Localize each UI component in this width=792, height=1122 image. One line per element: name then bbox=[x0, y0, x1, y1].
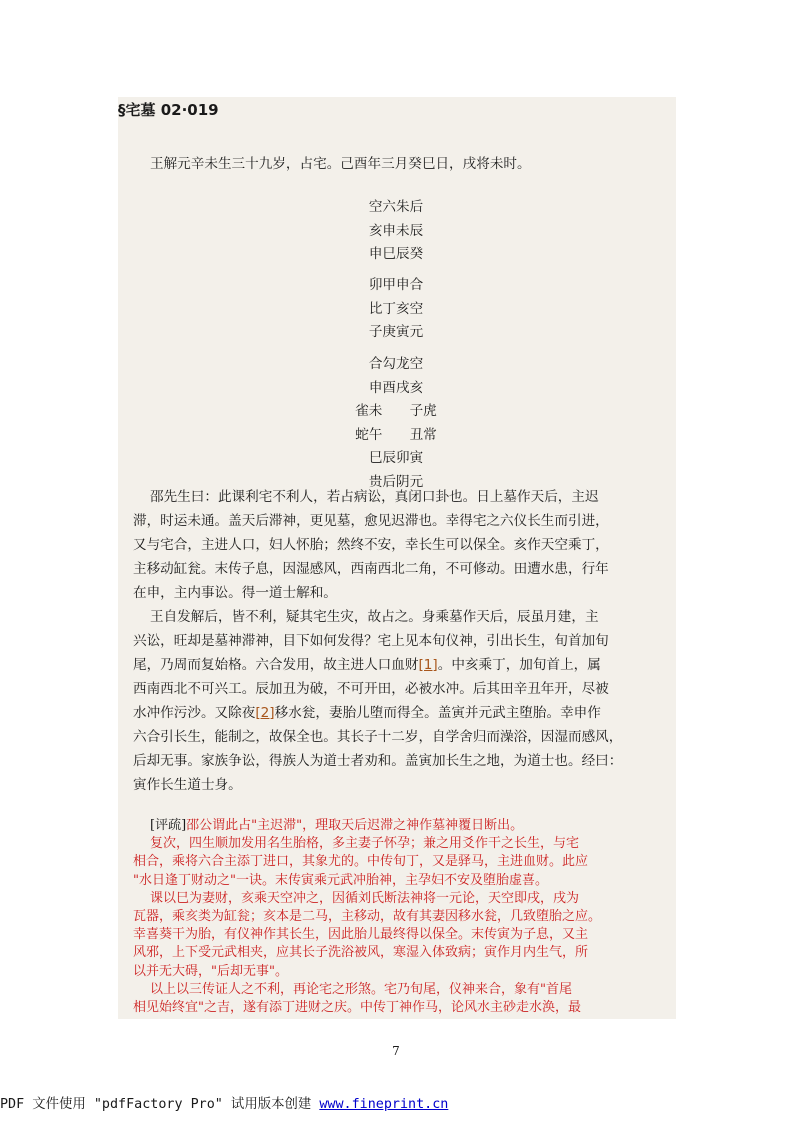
text-line: 王自发解后，皆不利，疑其宅生灾，故占之。身乘墓作天后，辰虽月建，主 bbox=[150, 609, 599, 625]
section-title: §宅墓 02·019 bbox=[118, 101, 219, 119]
text-line bbox=[133, 963, 658, 981]
text-line bbox=[133, 702, 658, 725]
text-line bbox=[133, 872, 658, 890]
text-line bbox=[150, 835, 675, 853]
text-segment: 风邪，上下受元武相夹，应其长子洗浴被风，寒湿入体致病；寅作月内生气，所 bbox=[133, 945, 589, 961]
text-line bbox=[133, 654, 658, 677]
text-line bbox=[150, 981, 675, 999]
footnote-link-2[interactable]: [2] bbox=[255, 705, 275, 721]
text-segment: 邵公谓此占"主迟滞"，理取天后迟滞之神作墓神覆日断出。 bbox=[186, 818, 524, 833]
text-segment: 相合，乘将六合主添丁进口，其象尤的。中传旬丁，又是驿马，主进血财。此应 bbox=[133, 854, 589, 870]
text-line: 西南西北不可兴工。辰加丑为破，不可开田，必被水冲。后其田辛丑年开，尽被 bbox=[133, 681, 609, 697]
ke-row: 贵后阴元 bbox=[368, 473, 424, 490]
text-segment: 。中亥乘丁，加旬首上，属 bbox=[437, 657, 601, 673]
ke-row: 申巳辰癸 bbox=[368, 246, 424, 262]
text-segment: 幸喜葵干为胎，有仪神作其长生，因此胎儿最终得以保全。末传寅为子息，又主 bbox=[133, 927, 589, 943]
pdf-footer bbox=[0, 1093, 448, 1112]
page-number: 7 bbox=[392, 1044, 400, 1058]
text-segment: 课以巳为妻财，亥乘天空冲之，因循刘氏断法神将一元论，天空即戌，戌为 bbox=[150, 890, 580, 906]
text-segment: 瓦器，乘亥类为缸瓮；亥本是二马，主移动，故有其妻因移水瓮，几致堕胎之应。 bbox=[133, 909, 602, 924]
text-line bbox=[133, 944, 658, 962]
footer-link[interactable]: www.fineprint.cn bbox=[319, 1097, 449, 1112]
footer-text: PDF 文件使用 "pdfFactory Pro" 试用版本创建 bbox=[0, 1097, 320, 1112]
text-line: 寅作长生道士身。 bbox=[133, 777, 242, 793]
text-segment: 复次，四生顺加发用名生胎格，多主妻子怀孕；兼之用爻作干之长生，与宅 bbox=[150, 836, 580, 852]
intro-line: 王解元辛未生三十九岁，占宅。己酉年三月癸巳日，戌将未时。 bbox=[150, 156, 531, 172]
text-line: 在申，主内事讼。得一道士解和。 bbox=[133, 585, 337, 601]
text-segment: 以上以三传证人之不利，再论宅之形煞。宅乃旬尾，仪神来合，象有"首尾 bbox=[150, 981, 572, 997]
ke-row: 申酉戌亥 bbox=[368, 379, 424, 396]
text-line: 六合引长生，能制之，故保全也。其长子十二岁，自学舍归而澡浴，因湿而感风， bbox=[133, 729, 623, 745]
text-line: 又与宅合，主进人口，妇人怀胎；然终不安，幸长生可以保全。亥作天空乘丁， bbox=[133, 537, 609, 553]
ke-block-1 bbox=[0, 196, 792, 267]
text-segment: 水冲作污沙。又除夜 bbox=[133, 705, 256, 721]
ke-row: 蛇午 丑常 bbox=[355, 426, 437, 443]
ke-row: 比丁亥空 bbox=[368, 300, 424, 317]
text-segment: 相见始终宜"之吉，遂有添丁进财之庆。中传丁神作马，论风水主砂走水涣，最 bbox=[133, 1000, 581, 1015]
text-segment: 以并无大碍，"后却无事"。 bbox=[133, 963, 288, 979]
text-line: 兴讼，旺却是墓神滞神，目下如何发得？宅上见本旬仪神，引出长生，旬首加旬 bbox=[133, 633, 609, 649]
text-line bbox=[133, 908, 658, 926]
ke-block-2 bbox=[0, 274, 792, 345]
text-line bbox=[150, 817, 675, 835]
text-line: 主移动缸瓮。末传子息，因湿感风，西南西北二角，不可修动。田遭水患，行年 bbox=[133, 561, 609, 577]
ke-row: 雀未 子虎 bbox=[355, 403, 437, 419]
text-segment: "水日逢丁财动之"一诀。末传寅乘元武冲胎神，主孕妇不安及堕胎虚喜。 bbox=[133, 872, 548, 888]
text-segment: 尾，乃周而复始格。六合发用，故主进人口血财 bbox=[133, 657, 419, 673]
footnote-link-1[interactable]: [1] bbox=[418, 657, 438, 673]
text-line bbox=[133, 999, 658, 1017]
text-line bbox=[150, 890, 675, 908]
ke-row: 亥申未辰 bbox=[368, 222, 424, 239]
text-segment: 移水瓮，妻胎儿堕而得全。盖寅并元武主堕胎。幸申作 bbox=[274, 705, 601, 721]
text-line bbox=[133, 926, 658, 944]
ke-row: 空六朱后 bbox=[368, 199, 424, 215]
ke-row: 卯甲申合 bbox=[368, 277, 424, 293]
ke-row: 子庚寅元 bbox=[368, 324, 424, 340]
ke-row: 合勾龙空 bbox=[368, 356, 424, 372]
commentary-tag: [评疏] bbox=[150, 818, 187, 833]
text-line: 后却无事。家族争讼，得族人为道士者劝和。盖寅加长生之地，为道士也。经曰： bbox=[133, 753, 623, 769]
ke-block-3 bbox=[0, 353, 792, 494]
text-line: 邵先生曰：此课利宅不利人，若占病讼，真闭口卦也。日上墓作天后，主迟 bbox=[150, 489, 599, 505]
ke-row: 巳辰卯寅 bbox=[368, 450, 424, 466]
text-line: 滞，时运未通。盖天后滞神，更见墓，愈见迟滞也。幸得宅之六仪长生而引进， bbox=[133, 513, 609, 529]
text-line bbox=[133, 853, 658, 871]
